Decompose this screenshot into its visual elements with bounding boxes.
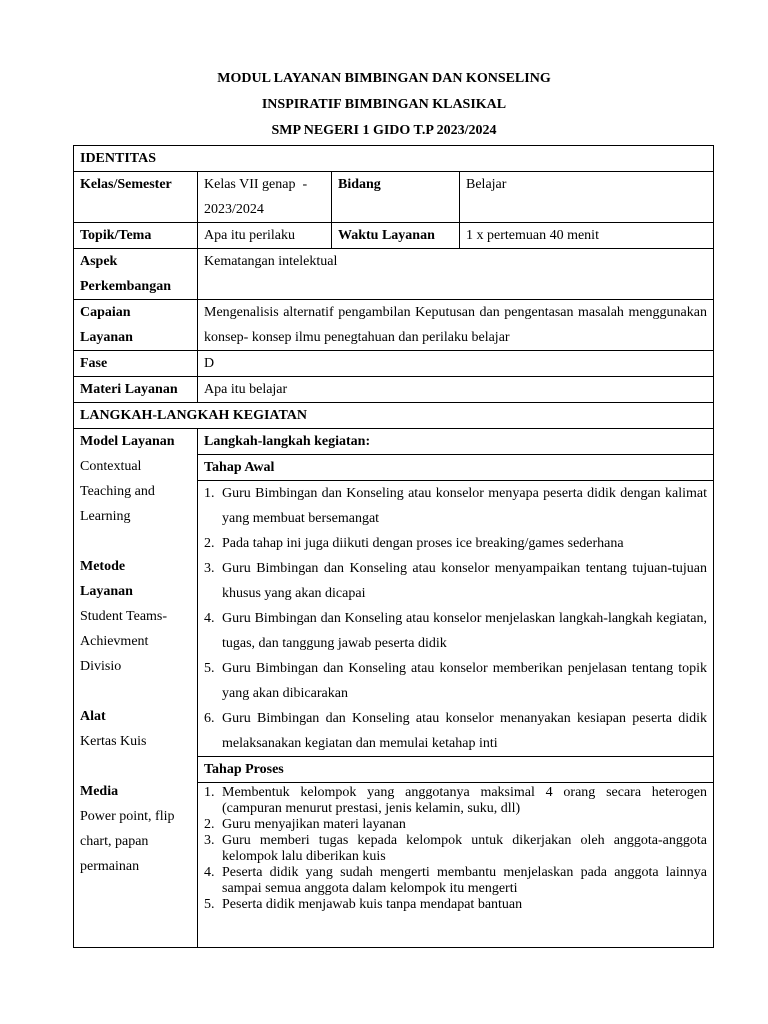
alat-label: Alat	[80, 709, 106, 724]
waktu-value: 1 x pertemuan 40 menit	[460, 223, 714, 249]
list-item: 3. Guru memberi tugas kepada kelompok untuk dikerjakan oleh anggota-anggota kelompok lalu diberikan kuis	[204, 833, 707, 864]
list-item: 6. Guru Bimbingan dan Konseling atau konselor menanyakan kesiapan peserta didik melaksanakan kegiatan dan memulai ketahap inti	[204, 711, 707, 751]
capaian-label	[74, 300, 198, 351]
list-item: 5. Guru Bimbingan dan Konseling atau konselor memberikan penjelasan tentang topik yang akan dibicarakan	[204, 661, 707, 701]
tahap-proses-list	[204, 783, 707, 913]
list-item: 4. Guru Bimbingan dan Konseling atau konselor menjelaskan langkah-langkah kegiatan, tugas, dan tanggung jawab peserta didik	[204, 611, 707, 651]
header-title-2: INSPIRATIF BIMBINGAN KLASIKAL	[261, 97, 507, 112]
tahap-awal-title: Tahap Awal	[198, 455, 714, 481]
kelas-row	[74, 172, 714, 223]
metode-label-line-2: Layanan	[80, 584, 133, 599]
model-line-3: Learning	[80, 509, 131, 524]
media-label: Media	[80, 784, 119, 799]
model-heading-row	[74, 429, 714, 455]
aspek-label	[74, 249, 198, 300]
metode-line-1: Student Teams-	[80, 609, 168, 624]
topik-row	[74, 223, 714, 249]
tahap-proses-title: Tahap Proses	[198, 757, 714, 783]
capaian-label-line-1: Capaian	[80, 305, 131, 320]
spacer	[80, 529, 191, 554]
aspek-label-line-1: Aspek	[80, 254, 118, 269]
metode-label-line-1: Metode	[80, 559, 126, 574]
capaian-row	[74, 300, 714, 351]
list-item: 3. Guru Bimbingan dan Konseling atau konselor menyampaikan tentang tujuan-tujuan khusus yang akan dicapai	[204, 561, 707, 601]
list-item: 4. Peserta didik yang sudah mengerti membantu menjelaskan pada anggota lainnya sampai semua anggota dalam kelompok itu mengerti	[204, 865, 707, 896]
alat-value: Kertas Kuis	[80, 734, 147, 749]
bidang-value: Belajar	[460, 172, 714, 223]
list-item: 5. Peserta didik menjawab kuis tanpa mendapat bantuan	[204, 897, 523, 912]
document-header	[0, 66, 768, 144]
topik-label: Topik/Tema	[74, 223, 198, 249]
kelas-label: Kelas/Semester	[74, 172, 198, 223]
langkah-heading-row	[74, 403, 714, 429]
media-line-1: Power point, flip	[80, 809, 175, 824]
metode-line-2: Achievment	[80, 634, 149, 649]
kelas-value	[198, 172, 332, 223]
steps-heading: Langkah-langkah kegiatan:	[198, 429, 714, 455]
bidang-label: Bidang	[332, 172, 460, 223]
spacer	[80, 754, 191, 779]
topik-value: Apa itu perilaku	[198, 223, 332, 249]
aspek-row	[74, 249, 714, 300]
tahap-proses-cell	[198, 783, 714, 948]
materi-label: Materi Layanan	[74, 377, 198, 403]
materi-value: Apa itu belajar	[198, 377, 714, 403]
list-item: 2. Guru menyajikan materi layanan	[204, 817, 406, 832]
model-line-1: Contextual	[80, 459, 142, 474]
spacer	[80, 679, 191, 704]
header-title-1: MODUL LAYANAN BIMBINGAN DAN KONSELING	[217, 71, 551, 86]
fase-label: Fase	[74, 351, 198, 377]
aspek-value: Kematangan intelektual	[198, 249, 714, 300]
list-item: 2. Pada tahap ini juga diikuti dengan proses ice breaking/games sederhana	[204, 536, 624, 551]
tahap-awal-list	[204, 481, 707, 756]
model-line-2: Teaching and	[80, 484, 155, 499]
capaian-label-line-2: Layanan	[80, 330, 133, 345]
materi-row	[74, 377, 714, 403]
waktu-label: Waktu Layanan	[332, 223, 460, 249]
identitas-heading: IDENTITAS	[74, 146, 714, 172]
metode-line-3: Divisio	[80, 659, 122, 674]
kelas-value-line-2: 2023/2024	[204, 202, 264, 217]
fase-row	[74, 351, 714, 377]
langkah-heading: LANGKAH-LANGKAH KEGIATAN	[74, 403, 714, 429]
identitas-heading-row	[74, 146, 714, 172]
capaian-value: Mengenalisis alternatif pengambilan Keputusan dan pengentasan masalah menggunakan konsep- konsep ilmu penegtahuan dan perilaku belajar	[198, 300, 714, 351]
tahap-awal-cell	[198, 481, 714, 757]
media-line-2: chart, papan	[80, 834, 149, 849]
header-title-3: SMP NEGERI 1 GIDO T.P 2023/2024	[271, 123, 497, 138]
module-table	[73, 145, 714, 948]
model-label: Model Layanan	[80, 434, 175, 449]
fase-value: D	[198, 351, 714, 377]
list-item: 1. Membentuk kelompok yang anggotanya maksimal 4 orang secara heterogen (campuran menurut prestasi, jenis kelamin, suku, dll)	[204, 785, 707, 816]
kelas-value-line-1: Kelas VII genap -	[204, 177, 308, 192]
list-item: 1. Guru Bimbingan dan Konseling atau konselor menyapa peserta didik dengan kalimat yang membuat bersemangat	[204, 486, 707, 526]
media-line-3: permainan	[80, 859, 140, 874]
left-panel	[74, 429, 198, 948]
aspek-label-line-2: Perkembangan	[80, 279, 171, 294]
